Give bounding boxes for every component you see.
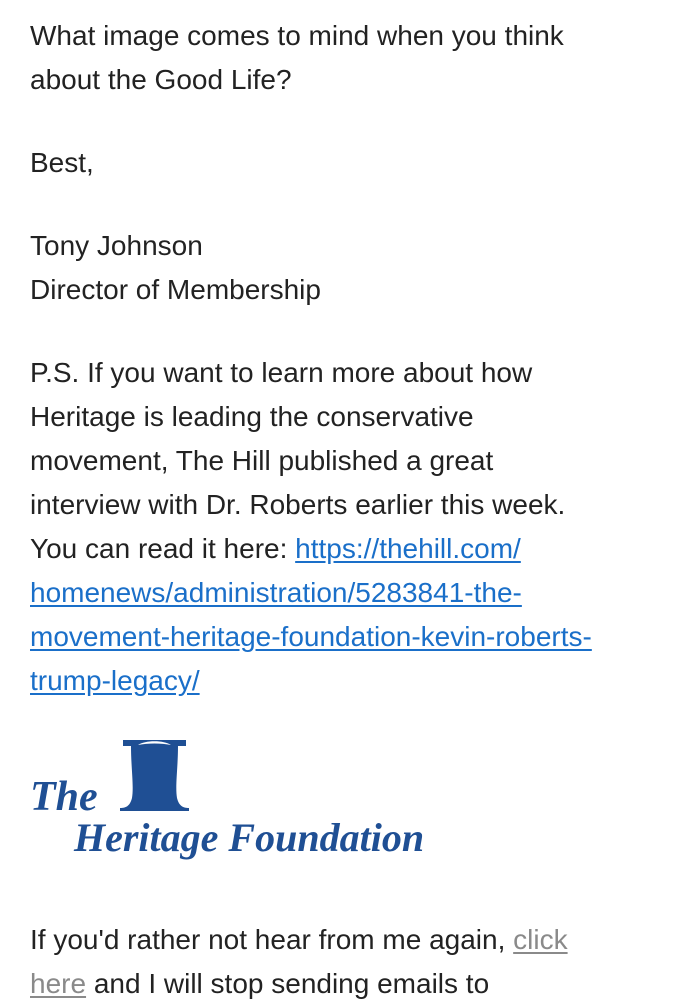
article-link-part-1[interactable]: https://thehill.com/ [295, 533, 521, 564]
question-paragraph [30, 14, 670, 102]
logo-text-the: The [30, 774, 98, 820]
article-link-line-4 [30, 659, 670, 703]
logo-text-heritage-foundation: Heritage Foundation [74, 815, 425, 860]
question-line-1: What image comes to mind when you think [30, 20, 564, 51]
unsubscribe-footer [30, 918, 670, 1006]
liberty-bell-icon [120, 740, 189, 811]
unsubscribe-text-after: and I will stop sending emails to [86, 968, 490, 999]
signer-name: Tony Johnson [30, 230, 203, 261]
unsubscribe-link-part-1[interactable]: click [513, 924, 568, 955]
closing: Best, [30, 147, 94, 178]
ps-paragraph [30, 351, 670, 703]
article-link-part-2[interactable]: homenews/administration/5283841-the- [30, 577, 522, 608]
ps-line-3: movement, The Hill published a great [30, 445, 494, 476]
heritage-foundation-logo [28, 738, 458, 863]
ps-line-4: interview with Dr. Roberts earlier this week. [30, 489, 566, 520]
article-link-line-3 [30, 615, 670, 659]
ps-line-5-prefix: You can read it here: [30, 533, 296, 564]
article-link-part-3[interactable]: movement-heritage-foundation-kevin-roberts- [30, 621, 592, 652]
unsubscribe-text-before: If you'd rather not hear from me again, [30, 924, 514, 955]
ps-line-1: P.S. If you want to learn more about how [30, 357, 533, 388]
question-line-2: about the Good Life? [30, 64, 292, 95]
signer-title: Director of Membership [30, 274, 321, 305]
heritage-foundation-logo-svg [28, 738, 458, 863]
ps-line-2: Heritage is leading the conservative [30, 401, 474, 432]
article-link-part-4[interactable]: trump-legacy/ [30, 665, 200, 696]
article-link-line-2 [30, 571, 670, 615]
ps-line-5 [30, 527, 670, 571]
email-body [30, 14, 670, 742]
closing-paragraph [30, 141, 670, 185]
signature-block [30, 224, 670, 312]
unsubscribe-link-part-2[interactable]: here [30, 968, 87, 999]
